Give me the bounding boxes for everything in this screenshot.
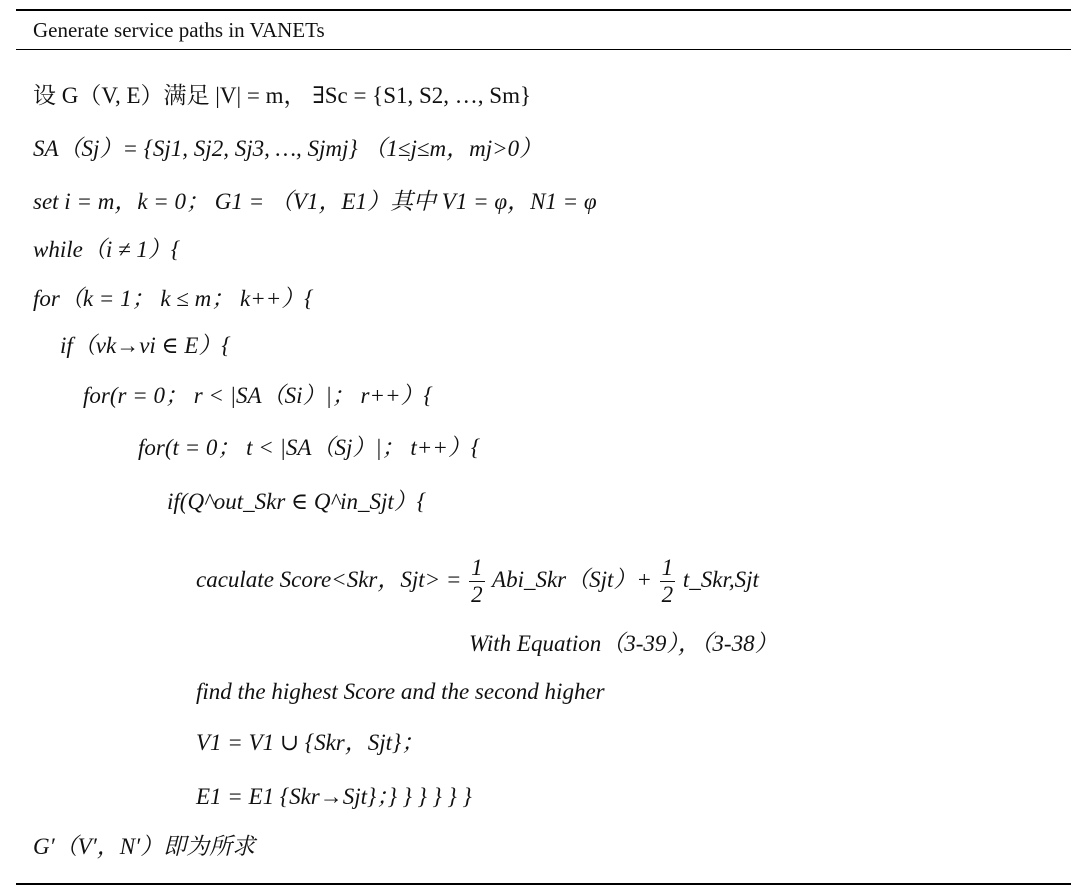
line-14: E1 = E1 {Skr→Sjt}；} } } } } }: [196, 784, 472, 809]
header-rule: [16, 49, 1071, 50]
line-12: find the highest Score and the second higher: [196, 679, 605, 704]
line-8: for(t = 0； t < |SA（Sj）|； t++）{: [138, 435, 481, 460]
fraction-denominator: 2: [471, 582, 483, 607]
line-11: With Equation（3-39），（3-38）: [469, 631, 778, 656]
half-fraction-1: [469, 555, 485, 608]
score-formula-left: caculate Score<Skr，Sjt> =: [196, 566, 462, 592]
line-10: [196, 555, 759, 608]
fraction-denominator: 2: [661, 582, 674, 607]
line-4: while（i ≠ 1）{: [33, 237, 181, 262]
line-3: set i = m，k = 0； G1 = （V1，E1）其中 V1 = φ，N1 = φ: [33, 189, 597, 214]
line-9: if(Q^out_Skr ∈ Q^in_Sjt）{: [167, 489, 427, 514]
bottom-rule: [16, 883, 1071, 885]
algorithm-title: Generate service paths in VANETs: [33, 18, 325, 42]
line-7: for(r = 0； r < |SA（Si）|； r++）{: [83, 383, 433, 408]
half-fraction-2: [660, 555, 676, 608]
line-15: G′（V′，N′）即为所求: [33, 834, 256, 859]
line-13: V1 = V1 ∪ {Skr，Sjt}；: [196, 730, 425, 755]
score-formula-right: t_Skr,Sjt: [682, 566, 759, 592]
line-5: for（k = 1； k ≤ m； k++）{: [33, 286, 314, 311]
line-1: 设 G（V, E）满足 |V| = m， ∃Sc = {S1, S2, …, Sm}: [33, 83, 532, 108]
line-2: SA（Sj）= {Sj1, Sj2, Sj3, …, Sjmj} （1≤j≤m，mj>0）: [33, 136, 543, 161]
top-rule: [16, 9, 1071, 11]
line-6: if（vk→vi ∈ E）{: [60, 333, 231, 358]
fraction-numerator: 1: [471, 555, 483, 580]
score-formula-mid: Abi_Skr（Sjt）+: [492, 566, 652, 592]
fraction-numerator: 1: [661, 555, 674, 580]
